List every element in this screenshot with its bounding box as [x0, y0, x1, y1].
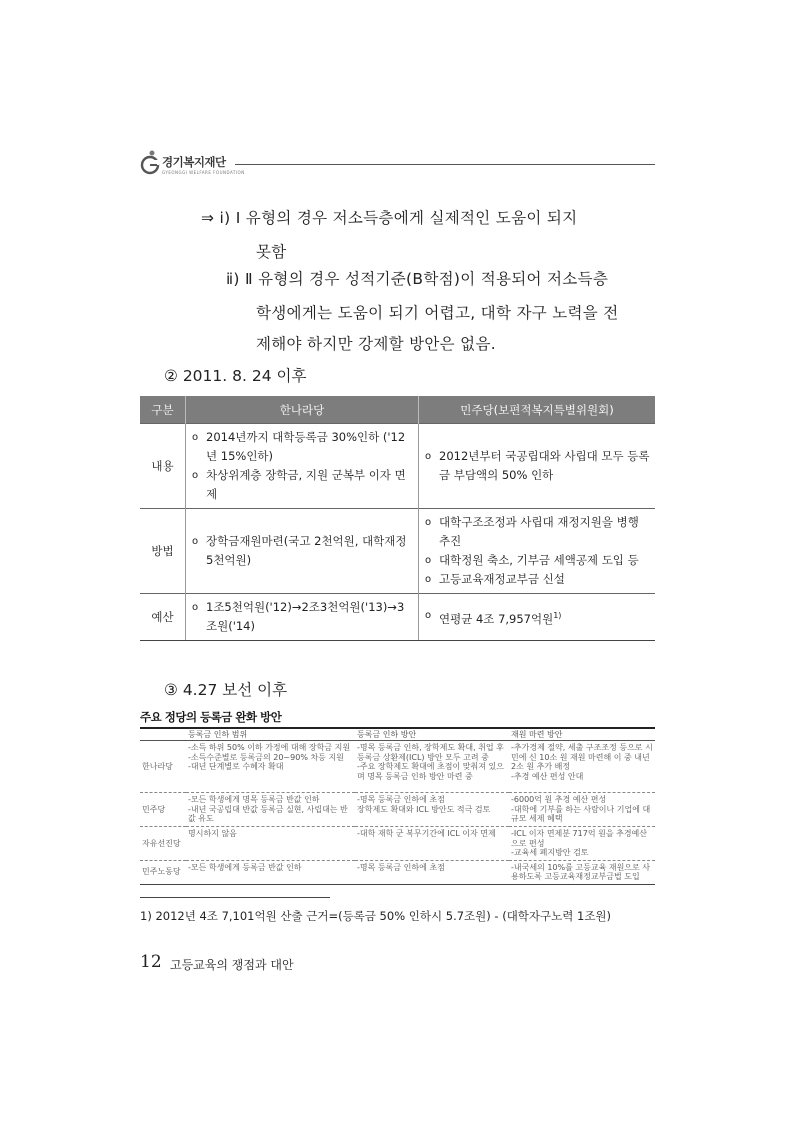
- table-cell: -명목 등록금 인하에 초점 장학제도 확대와 ICL 방안도 적극 검토: [355, 793, 509, 827]
- table-cell: -내국세의 10%를 고등교육 재원으로 사용하도록 고등교육재정교부금법 도입: [509, 860, 655, 884]
- list-item: o 2014년까지 대학등록금 30%인하 ('12년 15%인하): [190, 428, 414, 466]
- org-sub: GYEONGGI WELFARE FOUNDATION: [162, 170, 245, 175]
- page-number: 12: [140, 952, 162, 972]
- table-cell: [419, 424, 656, 509]
- section-heading-2: ② 2011. 8. 24 이후: [164, 367, 307, 385]
- footnote: 1) 2012년 4조 7,101억원 산출 근거=(등록금 50% 인하시 5.7조원) - (대학자구노력 1조원): [140, 909, 612, 923]
- table-cell: 명시하지 않음: [186, 827, 355, 861]
- section-heading-3: ③ 4.27 보선 이후: [164, 681, 288, 699]
- party-name: 민주노동당: [140, 860, 186, 884]
- table-row: [140, 860, 655, 884]
- list-item: o 차상위계층 장학금, 지원 군복부 이자 면제: [190, 466, 414, 504]
- body-line: 제해야 하지만 강제할 방안은 없음.: [256, 335, 496, 353]
- column-header: 등록금 인하 범위: [186, 728, 355, 741]
- list-item: [423, 606, 651, 629]
- table-cell: [419, 509, 656, 594]
- table-cell: [186, 424, 419, 509]
- column-header: 한나라당: [186, 396, 419, 424]
- org-name: 경기복지재단: [162, 155, 226, 169]
- body-line: 학생에게는 도움이 되기 어렵고, 대학 자구 노력을 전: [256, 304, 619, 322]
- table-cell: -명목 등록금 인하, 장학제도 확대, 취업 후 등록금 상환제(ICL) 방안 모두 고려 중 -주요 장학제도 확대에 초점이 맞춰져 있으며 명목 등록금 인하 방안 마련 중: [355, 741, 509, 793]
- list-item-text: 연평균 4조 7,957억원: [439, 611, 554, 626]
- table-cell: -대학 재학 군 복무기간에 ICL 이자 면제: [355, 827, 509, 861]
- list-item: o 고등교육재정교부금 신설: [423, 570, 651, 589]
- table-cell: -ICL 이자 면제분 717억 원을 추경예산으로 편성 -교육세 폐지방안 검토: [509, 827, 655, 861]
- table-row: [140, 509, 655, 594]
- list-item: o 대학정원 축소, 기부금 세액공제 도입 등: [423, 551, 651, 570]
- list-item: o 대학구조조정과 사립대 재정지원을 병행 추진: [423, 513, 651, 551]
- header-rule: [235, 164, 655, 165]
- column-header: 민주당(보편적복지특별위원회): [419, 396, 656, 424]
- party-name: 민주당: [140, 793, 186, 827]
- row-category: 예산: [140, 594, 186, 641]
- table-row: [140, 793, 655, 827]
- figure-title: 주요 정당의 등록금 완화 방안: [140, 710, 282, 724]
- column-header: [140, 728, 186, 741]
- body-line: ⇒ ⅰ) Ⅰ 유형의 경우 저소득층에게 실제적인 도움이 되지: [201, 209, 578, 227]
- table-row: [140, 827, 655, 861]
- column-header: 재원 마련 방안: [509, 728, 655, 741]
- list-item: o 장학금재원마련(국고 2천억원, 대학재정 5천억원): [190, 532, 414, 570]
- body-line: ⅱ) Ⅱ 유형의 경우 성적기준(B학점)이 적용되어 저소득층: [226, 270, 609, 288]
- list-item: o 2012년부터 국공립대와 사립대 모두 등록금 부담액의 50% 인하: [423, 447, 651, 485]
- table-cell: [186, 509, 419, 594]
- table-cell: -6000억 원 추경 예산 편성 -대학에 기부를 하는 사람이나 기업에 대규모 세제 혜택: [509, 793, 655, 827]
- table-cell: [419, 594, 656, 641]
- foundation-logo-icon: [140, 150, 160, 176]
- party-name: 한나라당: [140, 741, 186, 793]
- table-cell: -명목 등록금 인하에 초점: [355, 860, 509, 884]
- party-name: 자유선진당: [140, 827, 186, 861]
- table-cell: [186, 594, 419, 641]
- row-category: 내용: [140, 424, 186, 509]
- policy-comparison-table: [140, 396, 655, 641]
- table-header-row: [140, 396, 655, 424]
- running-title: 고등교육의 쟁점과 대안: [170, 958, 294, 972]
- table-cell: -소득 하위 50% 이하 가정에 대해 장학금 지원 -소득수준별로 등록금의 20~90% 차등 지원 -대년 단계별로 수혜자 확대: [186, 741, 355, 793]
- party-tuition-table: [140, 727, 655, 885]
- footnote-rule: [140, 897, 330, 898]
- table-row: [140, 424, 655, 509]
- list-item: o 1조5천억원('12)→2조3천억원('13)→3조원('14): [190, 598, 414, 636]
- row-category: 방법: [140, 509, 186, 594]
- table-cell: -모든 학생에게 등록금 반값 인하: [186, 860, 355, 884]
- footnote-ref: 1): [553, 610, 562, 620]
- table-row: [140, 594, 655, 641]
- body-line: 못함: [256, 243, 287, 261]
- table-cell: -모든 학생에게 명목 등록금 반값 인하 -내년 국공립대 반값 등록금 실현, 사립대는 반값 유도: [186, 793, 355, 827]
- table-row: [140, 741, 655, 793]
- table-cell: -추가경제 절약, 세출 구조조정 등으로 시민에 신 10소 원 재원 마련해 이 중 내년 2소 원 추가 배정 -추경 예산 편성 안대: [509, 741, 655, 793]
- column-header: 구분: [140, 396, 186, 424]
- foundation-logo: [140, 150, 245, 184]
- table-header-row: [140, 728, 655, 741]
- column-header: 등록금 인하 방안: [355, 728, 509, 741]
